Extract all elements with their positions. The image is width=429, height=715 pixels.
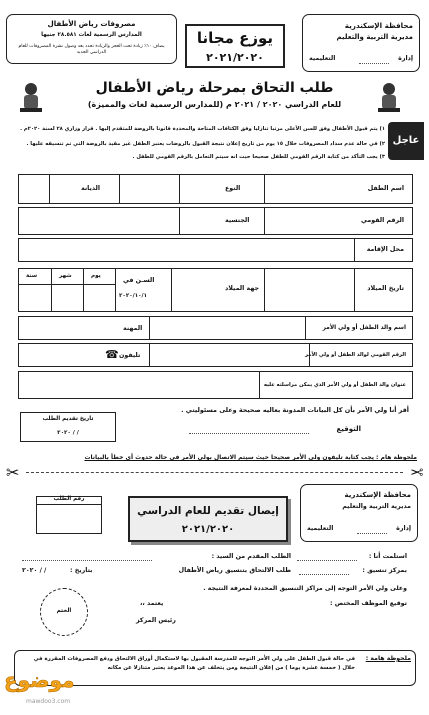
receipt-date-label: بتاريخ :: [70, 567, 93, 574]
job-label: المهنة: [123, 325, 143, 332]
application-date-box: [20, 412, 116, 442]
religion-label: الديانة: [81, 185, 101, 192]
form-title: طلب التحاق بمرحلة رياض الأطفال: [95, 80, 334, 96]
application-date-value: / / ٢٠٢٠: [57, 430, 79, 436]
receipt-admin-dots: [357, 533, 387, 534]
declaration-text: أقر أنا ولي الأمر بأن كل البيانات المدونة بعاليه صحيحة وعلى مسئوليتي .: [181, 406, 409, 414]
free-distribution-box: [185, 24, 285, 68]
fees-title: مصروفات رياض الأطفال: [47, 19, 136, 28]
applicant-label: الطلب المقدم من السيد :: [211, 553, 291, 560]
child-name-row: [18, 174, 413, 204]
divider: [354, 269, 355, 311]
divider: [264, 175, 265, 203]
month-label: شهر: [59, 273, 72, 279]
divider: [305, 317, 306, 339]
employee-signature-label: توقيع الموظف المختص :: [330, 600, 407, 607]
fees-line1: المدارس الرسمية لغات ٢٨.٥٨١ جنيها: [41, 32, 142, 38]
gender-label: النوع: [225, 185, 241, 192]
birth-row: [18, 268, 413, 312]
year-label: سنة: [26, 273, 38, 279]
nationality-label: الجنسية: [225, 217, 250, 224]
guardian-id-row: [18, 343, 413, 367]
address-label: عنوان والد الطفل أو ولي الأمر الذي يمكن مراسلته عليه: [263, 382, 406, 388]
urgent-tab: عاجل: [388, 122, 424, 160]
national-id-row: [18, 207, 413, 235]
final-note-label: ملحوظة هامة :: [365, 655, 411, 662]
approved-label: يعتمد ،،: [140, 600, 164, 607]
request-text: طلب الالتحاق بتنسيق رياض الأطفال: [178, 567, 291, 574]
divider: [264, 269, 265, 311]
cut-line: [26, 472, 403, 473]
divider: [354, 239, 355, 261]
phone-icon: ☎: [105, 348, 119, 361]
receipt-instruction: وعلى ولي الأمر التوجه إلى مراكز التنسيق المحددة لمعرفة النتيجة .: [203, 585, 407, 592]
scissors-icon-left: ✂: [6, 463, 20, 482]
center-label: بمركز تنسيق :: [362, 567, 407, 574]
residence-label: محل الإقامة: [366, 246, 404, 253]
birth-date-label: تاريخ الميلاد: [367, 285, 404, 292]
admin-label: إدارة: [398, 55, 413, 62]
admin-dots: [359, 63, 389, 64]
guardian-name-row: [18, 316, 413, 340]
receipt-admin-label: إدارة: [396, 525, 411, 532]
receipt-header-box: [300, 484, 418, 542]
important-note: ملحوظة هام : يجب كتابة تليفون ولي الأمر صحيحا حيث سيتم الاتصال بولي الأمر في حالة حدوث أي خطأ بالبيانات: [84, 454, 417, 461]
divider: [19, 284, 115, 285]
divider: [51, 269, 52, 311]
left-logo-figure: [14, 80, 48, 114]
scissors-icon-right: ✂: [409, 463, 423, 482]
applicant-line: [22, 560, 152, 561]
guardian-id-label: الرقم القومي لوالد الطفل أو ولي الأمر: [305, 352, 406, 358]
application-date-label: تاريخ تقديم الطلب: [42, 416, 94, 422]
form-subtitle: للعام الدراسي ٢٠٢٠ / ٢٠٢١ م (للمدارس الرسمية لغات والمميزة): [87, 100, 342, 109]
divider: [115, 269, 116, 311]
header-right-box: [302, 14, 420, 72]
divider: [309, 344, 310, 366]
phone-label: تليفون: [119, 352, 141, 359]
receipt-year: ٢٠٢١/٢٠٢٠: [181, 524, 235, 535]
center-head-label: رئيس المركز: [136, 617, 176, 624]
signature-line: [189, 433, 309, 434]
receipt-governorate: محافظة الإسكندرية: [344, 491, 411, 499]
directorate-label: مديرية التربية والتعليم: [336, 33, 413, 41]
divider: [171, 269, 172, 311]
divider: [179, 175, 180, 203]
note-2: ٢) في حالة عدم سداد المصروفات خلال ١٥ يوم من تاريخ إعلان نتيجة القبول بالروضات يعتبر الطفل غير مقيد بالروضة التي تم تنسيقه عليها .: [26, 141, 385, 147]
signature-label: التوقيع: [336, 425, 361, 433]
free-text: يوزع مجانا: [196, 29, 274, 47]
watermark-brand: موضوع: [4, 668, 75, 692]
watermark-url: mawdoo3.com: [26, 698, 71, 705]
divider: [149, 344, 150, 366]
fees-line2: يضاف ١٠٪ زيادة تحت العجز والزيادة تحدد بعد وصول نشرة المصروفات للعام الدراسي الجديد: [18, 44, 165, 55]
received-from-label: استلمت أنا :: [368, 553, 407, 560]
divider: [49, 175, 50, 203]
header-year: ٢٠٢١/٢٠٢٠: [206, 51, 264, 64]
national-id-label: الرقم القومي: [361, 217, 404, 224]
divider: [259, 372, 260, 398]
guardian-name-label: اسم والد الطفل أو ولي الأمر: [322, 325, 406, 331]
divider: [83, 269, 84, 311]
receipt-date-value: / / ٢٠٢٠: [22, 567, 47, 574]
stamp-circle: [40, 588, 88, 636]
admin-suffix: التعليمية: [309, 55, 336, 62]
center-line: [299, 574, 349, 575]
note-3: ٣) يجب التأكد من كتابة الرقم القومي للطفل صحيحا حيث انه سيتم التعامل بالرقم القومي للطفل .: [132, 154, 385, 160]
age-date: ٢٠٢٠/١٠/١: [119, 293, 147, 299]
request-number-label: رقم الطلب: [37, 496, 101, 505]
day-label: يوم: [91, 273, 101, 279]
note-1: ١) يتم قبول الأطفال وفق للسن الأعلى مرتبا تنازليا وفق الكثافات المتاحة والمحددة قانونا بالروضة للمتقدم إليها . قرار وزاري ٢٨ لسنة ٢٠٢٠م .: [20, 126, 385, 132]
receipt-directorate: مديرية التربية والتعليم: [342, 503, 411, 510]
right-logo-figure: [372, 80, 406, 114]
receipt-admin-suffix: التعليمية: [307, 525, 334, 532]
received-line: [297, 560, 357, 561]
governorate-label: محافظة الإسكندرية: [344, 21, 413, 30]
request-number-box: [36, 496, 102, 534]
divider: [179, 208, 180, 234]
receipt-title: إيصال تقديم للعام الدراسي: [137, 505, 279, 517]
final-note-text: في حالة قبول الطفل على ولي الأمر التوجه للمدرسة المقبول بها لاستكمال أوراق الالتحاق ودفع المصروفات المقررة في خلال ( خمسة عشرة يوما ) من إعلان النتيجة ومن يتخلف عن هذا الموعد يعتبر متنازلا عن مكانه: [33, 656, 355, 671]
receipt-title-box: [128, 496, 288, 542]
fees-box: [6, 14, 177, 64]
divider: [264, 208, 265, 234]
age-at-label: السـن في: [123, 277, 155, 284]
divider: [149, 317, 150, 339]
stamp-label: الختم: [56, 608, 72, 614]
birth-place-label: جهة الميلاد: [225, 285, 260, 292]
child-name-label: اسم الطفل: [367, 185, 404, 192]
divider: [119, 175, 120, 203]
residence-row: [18, 238, 413, 262]
address-row: [18, 371, 413, 399]
